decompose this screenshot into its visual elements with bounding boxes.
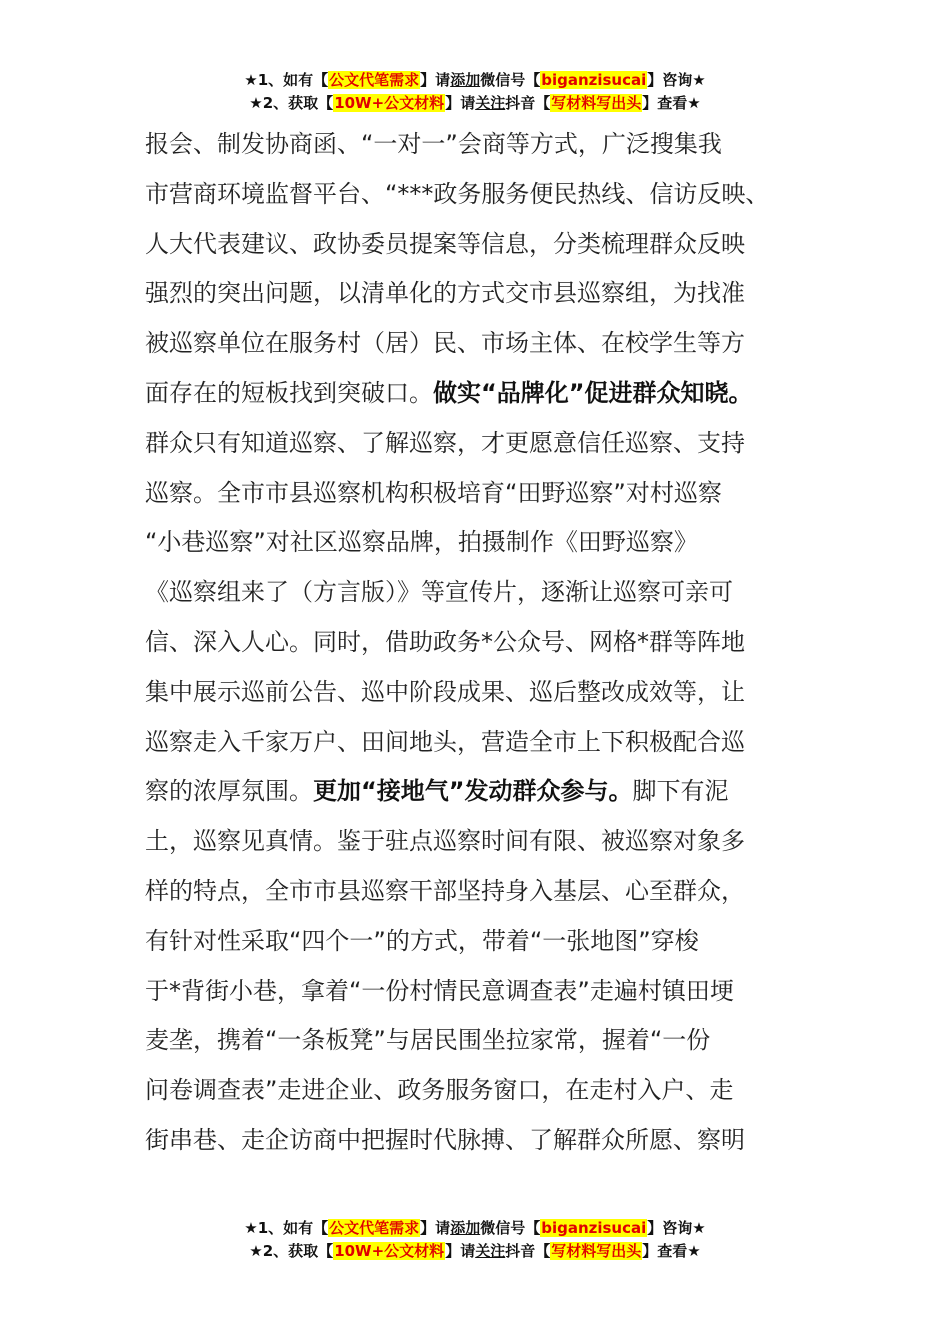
body-line: 《巡察组来了（方言版）》等宣传片，逐渐让巡察可亲可 bbox=[145, 578, 733, 607]
footer-line-1 bbox=[0, 1217, 950, 1240]
body-line: 问卷调查表”走进企业、政务服务窗口，在走村入户、走 bbox=[145, 1076, 734, 1105]
body-line: “小巷巡察”对社区巡察品牌，拍摄制作《田野巡察》 bbox=[145, 528, 698, 557]
body-line: 报会、制发协商函、“一对一”会商等方式，广泛搜集我 bbox=[145, 130, 722, 158]
body-line: 集中展示巡前公告、巡中阶段成果、巡后整改成效等，让 bbox=[145, 677, 745, 706]
header-underline-add: 添加 bbox=[450, 71, 481, 89]
header-banner bbox=[0, 69, 950, 115]
header-line-1-prefix: ★1、如有【 bbox=[244, 71, 329, 89]
footer-highlight-douyin: 写材料写出头 bbox=[551, 1242, 642, 1260]
footer-line-1-end: 】咨询★ bbox=[647, 1219, 706, 1237]
footer-highlight-materials: 10W+公文材料 bbox=[334, 1242, 445, 1260]
body-line-text: 脚下有泥 bbox=[632, 777, 729, 806]
footer-line-1-prefix: ★1、如有【 bbox=[244, 1219, 329, 1237]
document-body bbox=[145, 120, 825, 1166]
body-line: 信、深入人心。同时，借助政务*公众号、网格*群等阵地 bbox=[145, 627, 745, 656]
header-highlight-service: 公文代笔需求 bbox=[329, 71, 420, 89]
header-line-1-mid2: 微信号【 bbox=[480, 71, 541, 89]
header-highlight-wechat-id: biganzisucai bbox=[541, 71, 647, 89]
body-line: 人大代表建议、政协委员提案等信息，分类梳理群众反映 bbox=[145, 229, 745, 258]
footer-line-2-mid: 】请 bbox=[445, 1242, 476, 1260]
footer-line-1-mid: 】请 bbox=[420, 1219, 451, 1237]
footer-highlight-service: 公文代笔需求 bbox=[329, 1219, 420, 1237]
body-line-with-heading bbox=[145, 767, 825, 817]
header-line-2 bbox=[0, 92, 950, 115]
body-line-text: 察的浓厚氛围。 bbox=[145, 777, 313, 806]
header-line-2-prefix: ★2、获取【 bbox=[249, 94, 334, 112]
footer-underline-add: 添加 bbox=[450, 1219, 481, 1237]
body-line: 巡察走入千家万户、田间地头，营造全市上下积极配合巡 bbox=[145, 727, 745, 756]
header-highlight-materials: 10W+公文材料 bbox=[334, 94, 445, 112]
header-highlight-douyin: 写材料写出头 bbox=[551, 94, 642, 112]
footer-line-2-prefix: ★2、获取【 bbox=[249, 1242, 334, 1260]
section-heading-grassroots: 更加“接地气”发动群众参与。 bbox=[313, 777, 633, 806]
body-line-with-heading bbox=[145, 369, 825, 419]
header-line-1-mid: 】请 bbox=[420, 71, 451, 89]
footer-line-2-mid2: 抖音【 bbox=[505, 1242, 551, 1260]
body-line: 有针对性采取“四个一”的方式，带着“一张地图”穿梭 bbox=[145, 926, 699, 955]
body-line: 群众只有知道巡察、了解巡察，才更愿意信任巡察、支持 bbox=[145, 428, 745, 457]
header-line-1 bbox=[0, 69, 950, 92]
header-line-2-end: 】查看★ bbox=[642, 94, 701, 112]
body-line: 样的特点，全市市县巡察干部坚持身入基层、心至群众， bbox=[145, 876, 745, 905]
footer-underline-follow: 关注 bbox=[475, 1242, 506, 1260]
body-line: 街串巷、走企访商中把握时代脉搏、了解群众所愿、察明 bbox=[145, 1125, 745, 1154]
body-line: 土，巡察见真情。鉴于驻点巡察时间有限、被巡察对象多 bbox=[145, 827, 745, 856]
header-line-2-mid: 】请 bbox=[445, 94, 476, 112]
header-line-2-mid2: 抖音【 bbox=[505, 94, 551, 112]
footer-line-2-end: 】查看★ bbox=[642, 1242, 701, 1260]
body-line: 被巡察单位在服务村（居）民、市场主体、在校学生等方 bbox=[145, 329, 745, 358]
footer-line-2 bbox=[0, 1240, 950, 1263]
body-line: 强烈的突出问题，以清单化的方式交市县巡察组，为找准 bbox=[145, 279, 745, 308]
body-line: 巡察。全市市县巡察机构积极培育“田野巡察”对村巡察 bbox=[145, 478, 722, 507]
footer-highlight-wechat-id: biganzisucai bbox=[541, 1219, 647, 1237]
header-line-1-end: 】咨询★ bbox=[647, 71, 706, 89]
header-underline-follow: 关注 bbox=[475, 94, 506, 112]
body-line: 市营商环境监督平台、“***政务服务便民热线、信访反映、 bbox=[145, 179, 770, 208]
body-line: 于*背街小巷，拿着“一份村情民意调查表”走遍村镇田埂 bbox=[145, 976, 734, 1005]
footer-line-1-mid2: 微信号【 bbox=[480, 1219, 541, 1237]
body-line: 麦垄，携着“一条板凳”与居民围坐拉家常，握着“一份 bbox=[145, 1026, 711, 1055]
footer-banner bbox=[0, 1217, 950, 1263]
section-heading-brand: 做实“品牌化”促进群众知晓。 bbox=[433, 378, 753, 407]
body-line-text: 面存在的短板找到突破口。 bbox=[145, 378, 433, 407]
